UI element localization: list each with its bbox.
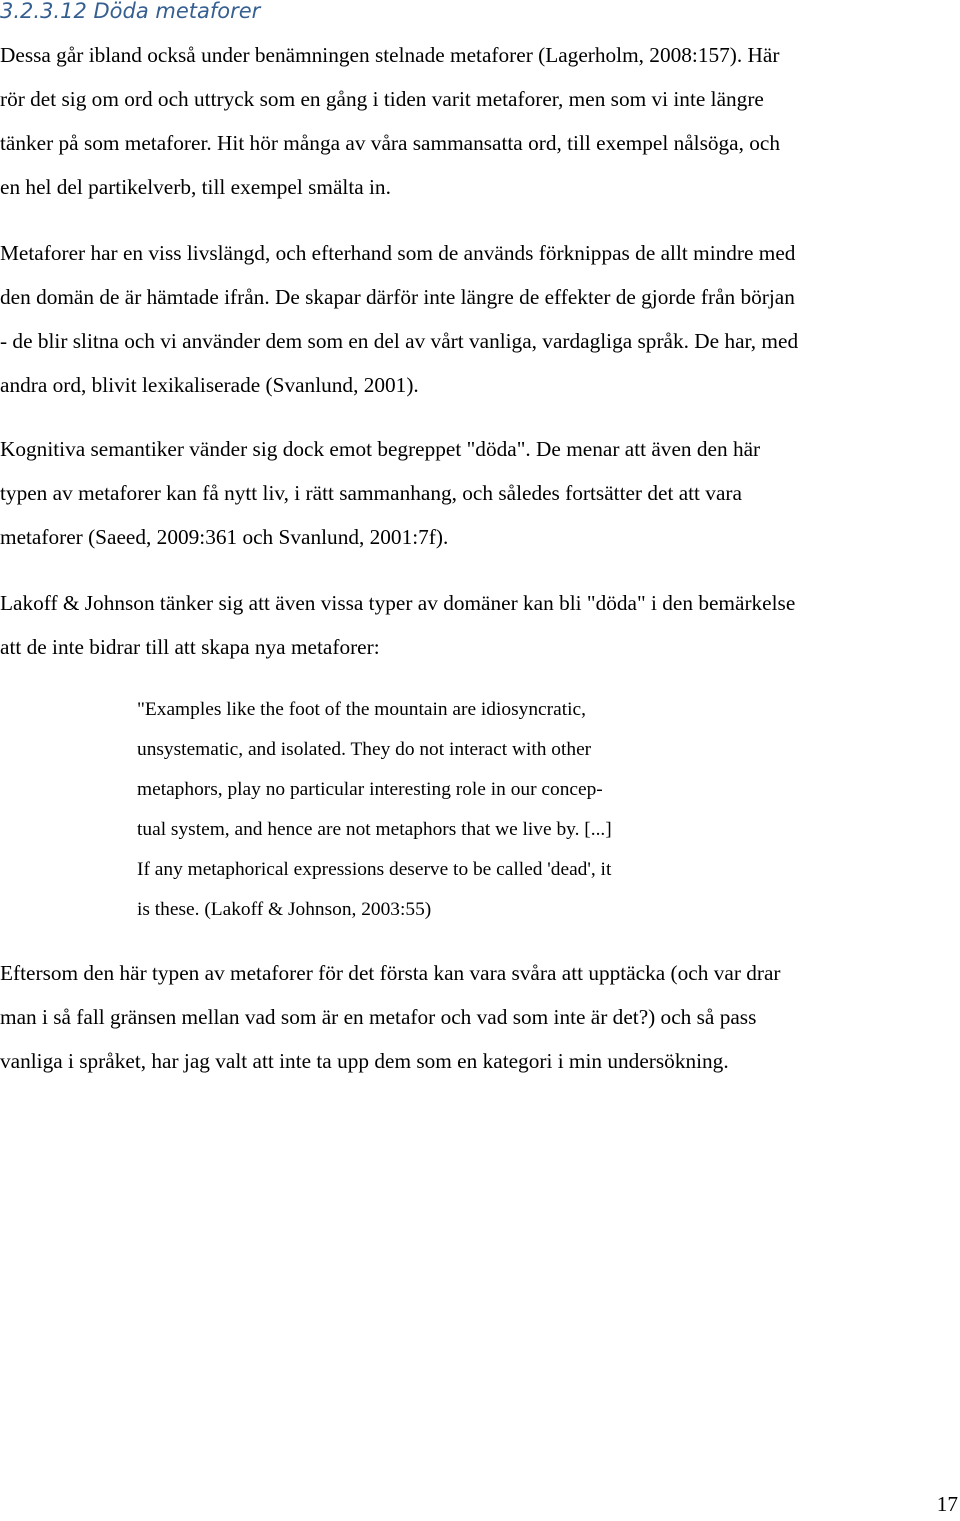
paragraph-line: rör det sig om ord och uttryck som en gång i tiden varit metaforer, men som vi inte längre bbox=[0, 87, 764, 111]
paragraph-line: den domän de är hämtade ifrån. De skapar därför inte längre de effekter de gjorde från början bbox=[0, 285, 795, 309]
paragraph-line: tänker på som metaforer. Hit hör många av våra sammansatta ord, till exempel nålsöga, och bbox=[0, 131, 781, 155]
paragraph-line: att de inte bidrar till att skapa nya metaforer: bbox=[0, 635, 380, 659]
paragraph-line: Lakoff & Johnson tänker sig att även vissa typer av domäner kan bli "döda" i den bemärkelse bbox=[0, 591, 796, 615]
paragraph-line: man i så fall gränsen mellan vad som är en metafor och vad som inte är det?) och så pass bbox=[0, 1005, 757, 1029]
paragraph-line: andra ord, blivit lexikaliserade (Svanlund, 2001). bbox=[0, 373, 419, 397]
quote-line: If any metaphorical expressions deserve to be called 'dead', it bbox=[137, 859, 612, 880]
quote-line: "Examples like the foot of the mountain are idiosyncratic, bbox=[137, 699, 586, 720]
page-number: 17 bbox=[936, 1492, 958, 1516]
paragraph-line: vanliga i språket, har jag valt att inte ta upp dem som en kategori i min undersökning. bbox=[0, 1049, 729, 1073]
paragraph-line: Dessa går ibland också under benämningen stelnade metaforer (Lagerholm, 2008:157). Här bbox=[0, 43, 780, 67]
paragraph-line: en hel del partikelverb, till exempel smälta in. bbox=[0, 175, 391, 199]
section-heading: 3.2.3.12 Döda metaforer bbox=[0, 0, 261, 23]
quote-line: unsystematic, and isolated. They do not interact with other bbox=[137, 739, 592, 760]
paragraph-line: Eftersom den här typen av metaforer för det första kan vara svåra att upptäcka (och var drar bbox=[0, 961, 781, 985]
paragraph-line: Metaforer har en viss livslängd, och efterhand som de används förknippas de allt mindre med bbox=[0, 241, 796, 265]
paragraph-line: Kognitiva semantiker vänder sig dock emot begreppet "döda". De menar att även den här bbox=[0, 437, 761, 461]
paragraph-line: metaforer (Saeed, 2009:361 och Svanlund, 2001:7f). bbox=[0, 525, 449, 549]
quote-line: is these. (Lakoff & Johnson, 2003:55) bbox=[137, 899, 432, 920]
quote-line: metaphors, play no particular interesting role in our concep- bbox=[137, 779, 603, 800]
paragraph-line: typen av metaforer kan få nytt liv, i rätt sammanhang, och således fortsätter det att vara bbox=[0, 481, 742, 505]
paragraph-line: - de blir slitna och vi använder dem som en del av vårt vanliga, vardagliga språk. De har, med bbox=[0, 329, 799, 353]
quote-line: tual system, and hence are not metaphors that we live by. [...] bbox=[137, 819, 612, 840]
